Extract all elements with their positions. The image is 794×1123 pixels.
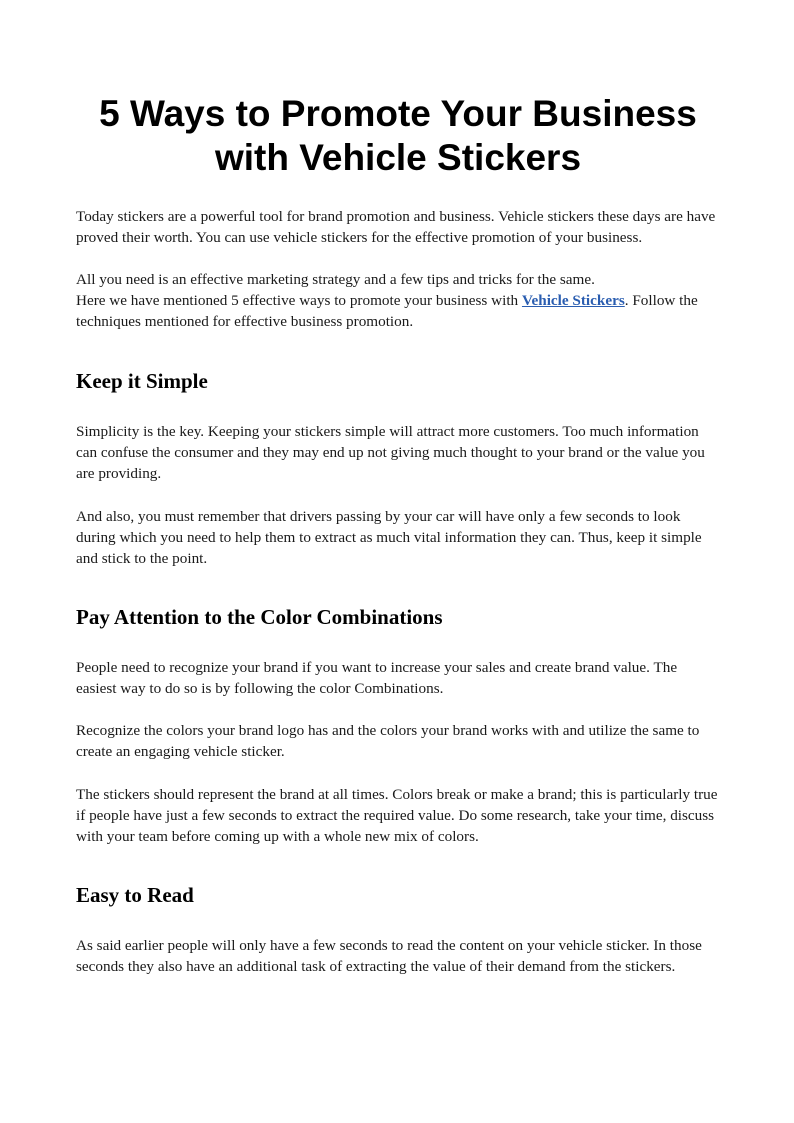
heading-color-combinations: Pay Attention to the Color Combinations (76, 605, 443, 629)
color-paragraph-2: Recognize the colors your brand logo has and the colors your brand works with and utilize the same to create an engaging vehicle sticker. (76, 722, 700, 761)
color-paragraph-3: The stickers should represent the brand at all times. Colors break or make a brand; this is particularly true if people have just a few seconds to extract the required value. Do some research, take your time, discuss with your team before coming up with a whole new mix of colors. (76, 786, 718, 846)
page-title (66, 92, 730, 180)
vehicle-stickers-link[interactable]: Vehicle Stickers (521, 292, 625, 310)
intro-paragraph-2-line-1: All you need is an effective marketing strategy and a few tips and tricks for the same. (76, 271, 595, 288)
intro-paragraph-2 (76, 269, 720, 333)
simple-paragraph-1: Simplicity is the key. Keeping your stickers simple will attract more customers. Too much information can confuse the consumer and they may end up not giving much thought to your brand or the value you are providing. (76, 423, 705, 483)
heading-keep-it-simple: Keep it Simple (76, 369, 208, 393)
read-paragraph-1: As said earlier people will only have a few seconds to read the content on your vehicle sticker. In those seconds they also have an additional task of extracting the value of their demand from the stickers. (76, 937, 702, 976)
title-line-2: with Vehicle Stickers (214, 137, 582, 178)
intro-paragraph-1: Today stickers are a powerful tool for brand promotion and business. Vehicle stickers these days are have proved their worth. You can use vehicle stickers for the effective promotion of your business. (76, 208, 716, 247)
intro-text-after-link: . Follow the techniques mentioned for effective business promotion. (76, 292, 698, 331)
color-paragraph-1: People need to recognize your brand if you want to increase your sales and create brand value. The easiest way to do so is by following the color Combinations. (76, 659, 678, 698)
simple-paragraph-2: And also, you must remember that drivers passing by your car will have only a few seconds to look during which you need to help them to extract as much vital information they can. Thus, keep it simple and stick to the point. (76, 508, 702, 568)
heading-easy-to-read: Easy to Read (76, 883, 194, 907)
intro-text-before-link: Here we have mentioned 5 effective ways to promote your business with (76, 292, 522, 310)
title-line-1: 5 Ways to Promote Your Business (99, 93, 697, 134)
